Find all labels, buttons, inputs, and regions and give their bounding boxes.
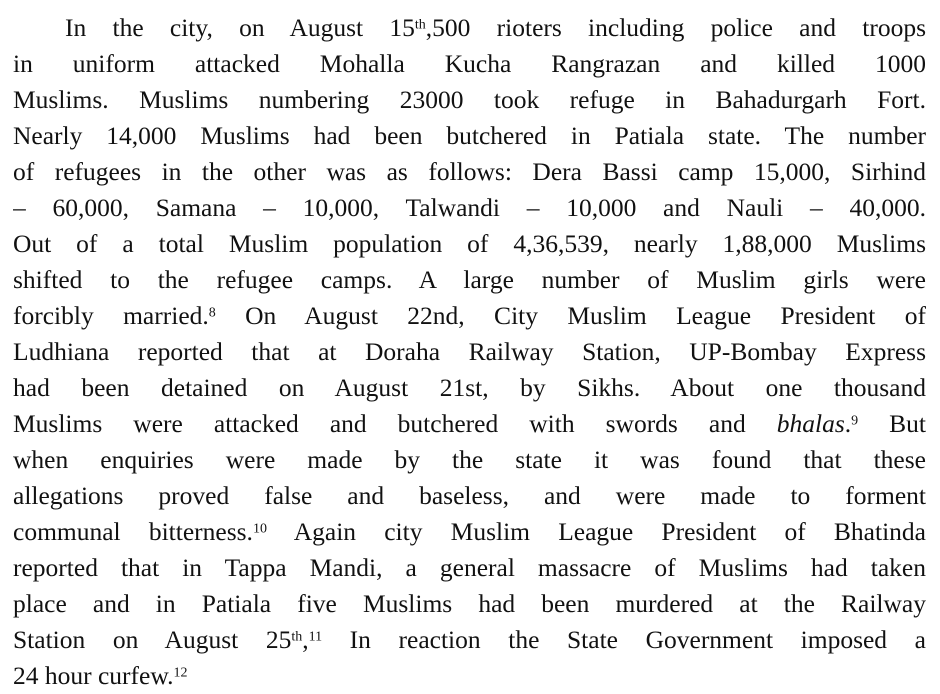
text-line: shifted to the refugee camps. A large number of Muslim girls were [13,265,926,294]
superscript: th [291,629,303,645]
superscript: th [414,17,426,33]
text-line: in uniform attacked Mohalla Kucha Rangrazan and killed 1000 [13,49,926,78]
text-line: communal bitterness.$^{10}$ Again city Muslim League President of Bhatinda [13,517,926,546]
text-line: Muslims were attacked and butchered with swords and bhalas.$^9$ But [13,409,926,438]
text-line: when enquiries were made by the state it was found that these [13,445,926,474]
text-line: 24 hour curfew.$^{12}$ [13,661,188,690]
text-line: Ludhiana reported that at Doraha Railway Station, UP-Bombay Express [13,337,926,366]
italic-term: bhalas [776,409,845,438]
text-line: – 60,000, Samana – 10,000, Talwandi – 10,000 and Nauli – 40,000. [13,193,926,222]
text-line: Out of a total Muslim population of 4,36,539, nearly 1,88,000 Muslims [13,229,926,258]
footnote-marker: 11 [308,629,323,645]
text-line: had been detained on August 21st, by Sikhs. About one thousand [13,373,926,402]
text-line: In the city, on August 15th,500 rioters including police and troops [65,13,926,42]
text-line: forcibly married.$^8$ On August 22nd, City Muslim League President of [13,301,926,330]
text-line: Muslims. Muslims numbering 23000 took refuge in Bahadurgarh Fort. [13,85,926,114]
text-line: Nearly 14,000 Muslims had been butchered in Patiala state. The number [13,121,926,150]
text-line: Station on August 25th,$^{11}$ In reaction the State Government imposed a [13,625,926,654]
footnote-marker: 10 [252,521,267,537]
text-line: reported that in Tappa Mandi, a general massacre of Muslims had taken [13,553,926,582]
text-line: place and in Patiala five Muslims had been murdered at the Railway [13,589,926,618]
footnote-marker: 8 [208,305,216,321]
footnote-marker: 12 [173,665,188,681]
text-line: allegations proved false and baseless, and were made to forment [13,481,926,510]
text-line: of refugees in the other was as follows: Dera Bassi camp 15,000, Sirhind [13,157,926,186]
footnote-marker: 9 [851,413,859,429]
